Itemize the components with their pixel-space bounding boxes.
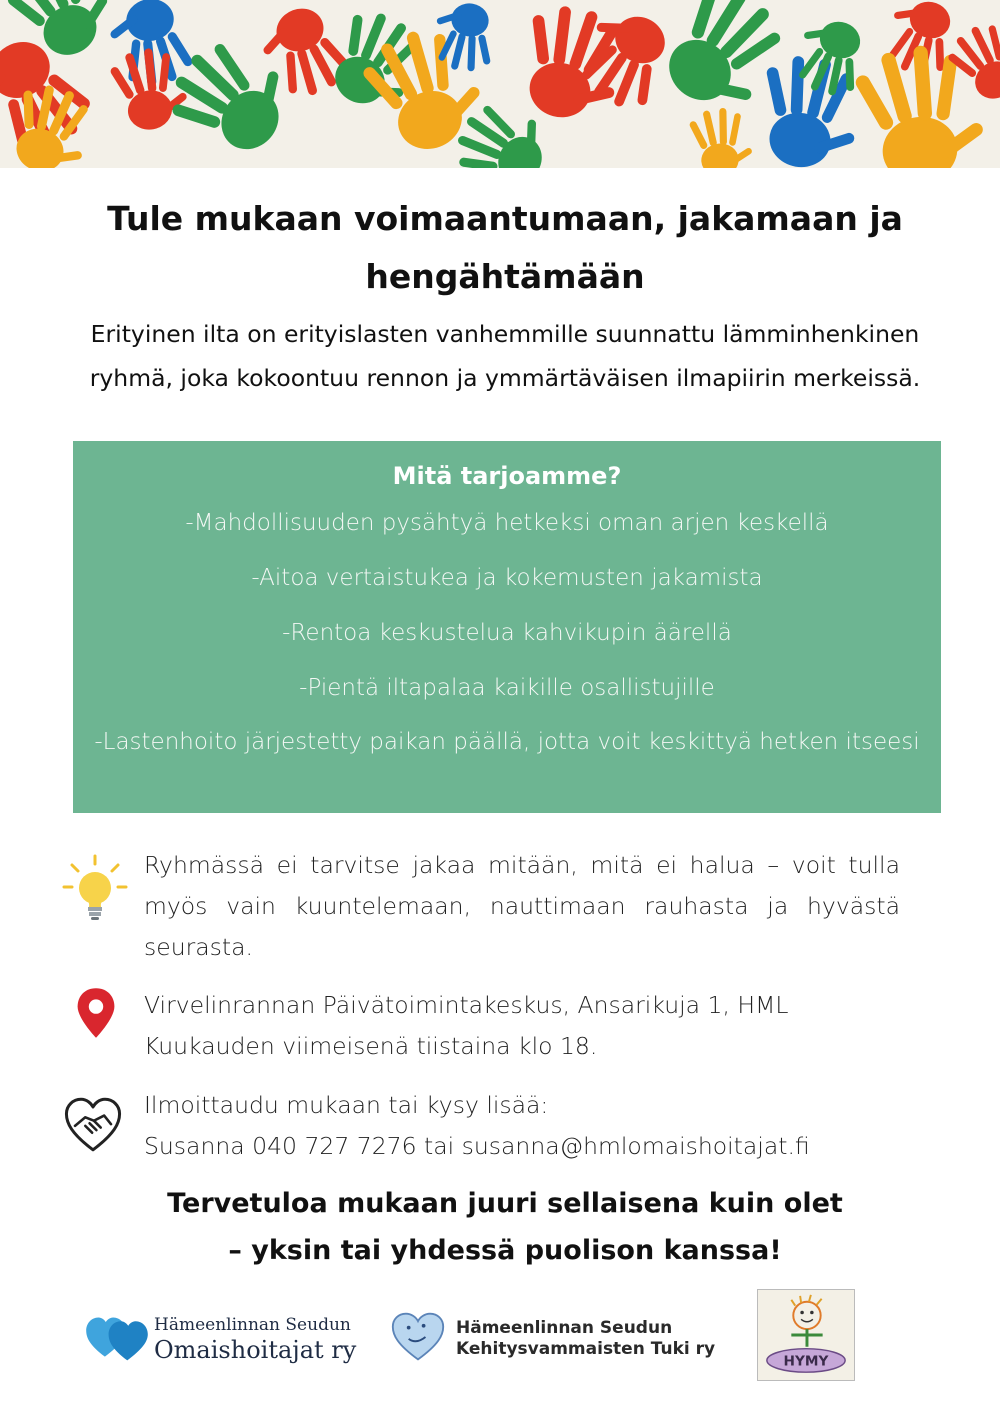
info-share	[60, 845, 940, 975]
location-time: Kuukauden viimeisenä tiistaina klo 18.	[144, 1032, 598, 1060]
location-pin-icon	[68, 983, 124, 1043]
offer-item: -Aitoa vertaistukea ja kokemusten jakamista	[251, 565, 763, 591]
page-title: Tule mukaan voimaantumaan, jakamaan ja hengähtämään	[107, 199, 903, 296]
intro-line-1: Erityinen ilta on erityislasten vanhemmille suunnattu lämminhenkinen	[90, 320, 920, 348]
hymy-label: HYMY	[783, 1353, 829, 1370]
kehitysvammaiset-line-2: Kehitysvammaisten Tuki ry	[456, 1339, 716, 1359]
contact-prompt: Ilmoittaudu mukaan tai kysy lisää:	[144, 1091, 549, 1119]
offer-heading: Mitä tarjoamme?	[392, 462, 622, 490]
handprint-illustration	[0, 0, 1000, 168]
location-text	[144, 985, 900, 1067]
info-contact	[60, 1085, 940, 1175]
sponsor-logos	[0, 1285, 1000, 1385]
contact-text	[144, 1085, 900, 1167]
offer-box	[73, 441, 941, 813]
closing-line-2: – yksin tai yhdessä puolison kanssa!	[228, 1235, 782, 1266]
share-text: Ryhmässä ei tarvitse jakaa mitään, mitä ei halua – voit tulla myös vain kuuntelemaan, nauttimaan rauhasta ja hyvästä seurasta.	[144, 851, 900, 961]
intro-paragraph	[20, 312, 990, 400]
hymy-drawing-icon	[758, 1290, 854, 1380]
closing-message	[40, 1180, 970, 1274]
location-address: Virvelinrannan Päivätoimintakeskus, Ansarikuja 1, HML	[144, 991, 789, 1019]
kehitysvammaiset-line-1: Hämeenlinnan Seudun	[456, 1318, 673, 1338]
heart-handshake-icon	[60, 1095, 126, 1155]
offer-list	[93, 501, 921, 774]
intro-line-2: ryhmä, joka kokoontuu rennon ja ymmärtäväisen ilmapiirin merkeissä.	[89, 364, 921, 392]
omaishoitajat-line-2: Omaishoitajat ry	[154, 1336, 357, 1364]
contact-details[interactable]: Susanna 040 727 7276 tai susanna@hmlomaishoitajat.fi	[144, 1132, 810, 1160]
kehitysvammaiset-logo	[388, 1310, 728, 1370]
offer-item: -Mahdollisuuden pysähtyä hetkeksi oman arjen keskellä	[185, 510, 829, 536]
omaishoitajat-line-1: Hämeenlinnan Seudun	[154, 1315, 351, 1335]
info-location	[60, 985, 940, 1075]
offer-item: -Pientä iltapalaa kaikille osallistujille	[299, 675, 715, 701]
lightbulb-icon	[60, 853, 130, 923]
double-heart-icon	[84, 1310, 150, 1366]
heart-face-icon	[390, 1310, 446, 1364]
hymy-logo	[757, 1289, 855, 1381]
offer-item: -Lastenhoito järjestetty paikan päällä, jotta voit keskittyä hetken itseesi	[94, 729, 920, 755]
offer-item: -Rentoa keskustelua kahvikupin äärellä	[282, 620, 732, 646]
omaishoitajat-logo	[84, 1310, 364, 1370]
handprint-banner	[0, 0, 1000, 168]
closing-line-1: Tervetuloa mukaan juuri sellaisena kuin olet	[167, 1188, 843, 1219]
